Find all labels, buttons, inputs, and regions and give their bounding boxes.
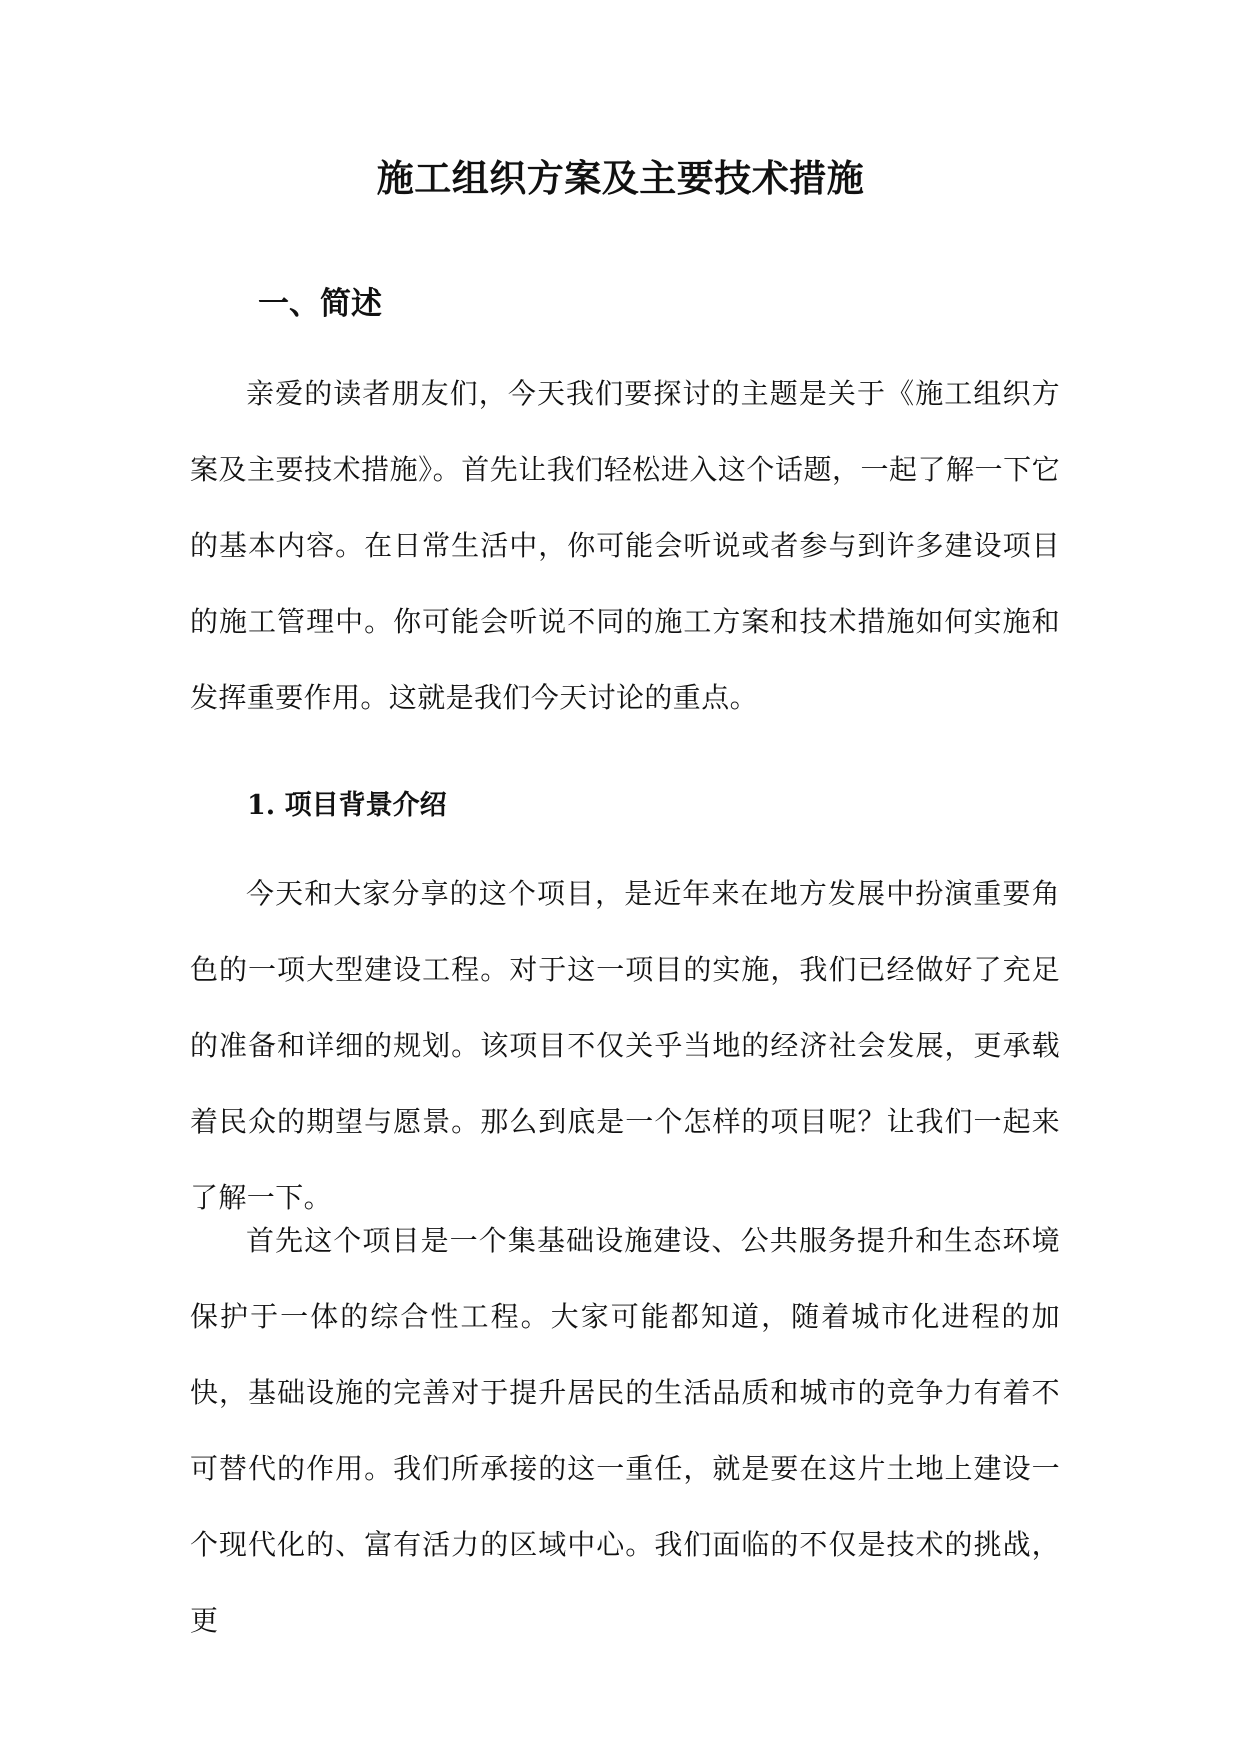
document-title: 施工组织方案及主要技术措施	[376, 156, 865, 200]
paragraph-intro: 亲爱的读者朋友们，今天我们要探讨的主题是关于《施工组织方案及主要技术措施》。首先让我们轻松进入这个话题，一起了解一下它的基本内容。在日常生活中，你可能会听说或者参与到许多建设项目的施工管理中。你可能会听说不同的施工方案和技术措施如何实施和发挥重要作用。这就是我们今天讨论的重点。	[190, 377, 1060, 714]
section-heading-overview: 一、简述	[258, 286, 382, 322]
paragraph-project-background: 今天和大家分享的这个项目，是近年来在地方发展中扮演重要角色的一项大型建设工程。对于这一项目的实施，我们已经做好了充足的准备和详细的规划。该项目不仅关乎当地的经济社会发展，更承载着民众的期望与愿景。那么到底是一个怎样的项目呢？让我们一起来了解一下。	[190, 877, 1060, 1214]
subsection-heading-project-background: 1. 项目背景介绍	[247, 790, 447, 821]
paragraph-project-scope: 首先这个项目是一个集基础设施建设、公共服务提升和生态环境保护于一体的综合性工程。大家可能都知道，随着城市化进程的加快，基础设施的完善对于提升居民的生活品质和城市的竞争力有着不可替代的作用。我们所承接的这一重任，就是要在这片土地上建设一个现代化的、富有活力的区域中心。我们面临的不仅是技术的挑战，更	[190, 1224, 1060, 1637]
